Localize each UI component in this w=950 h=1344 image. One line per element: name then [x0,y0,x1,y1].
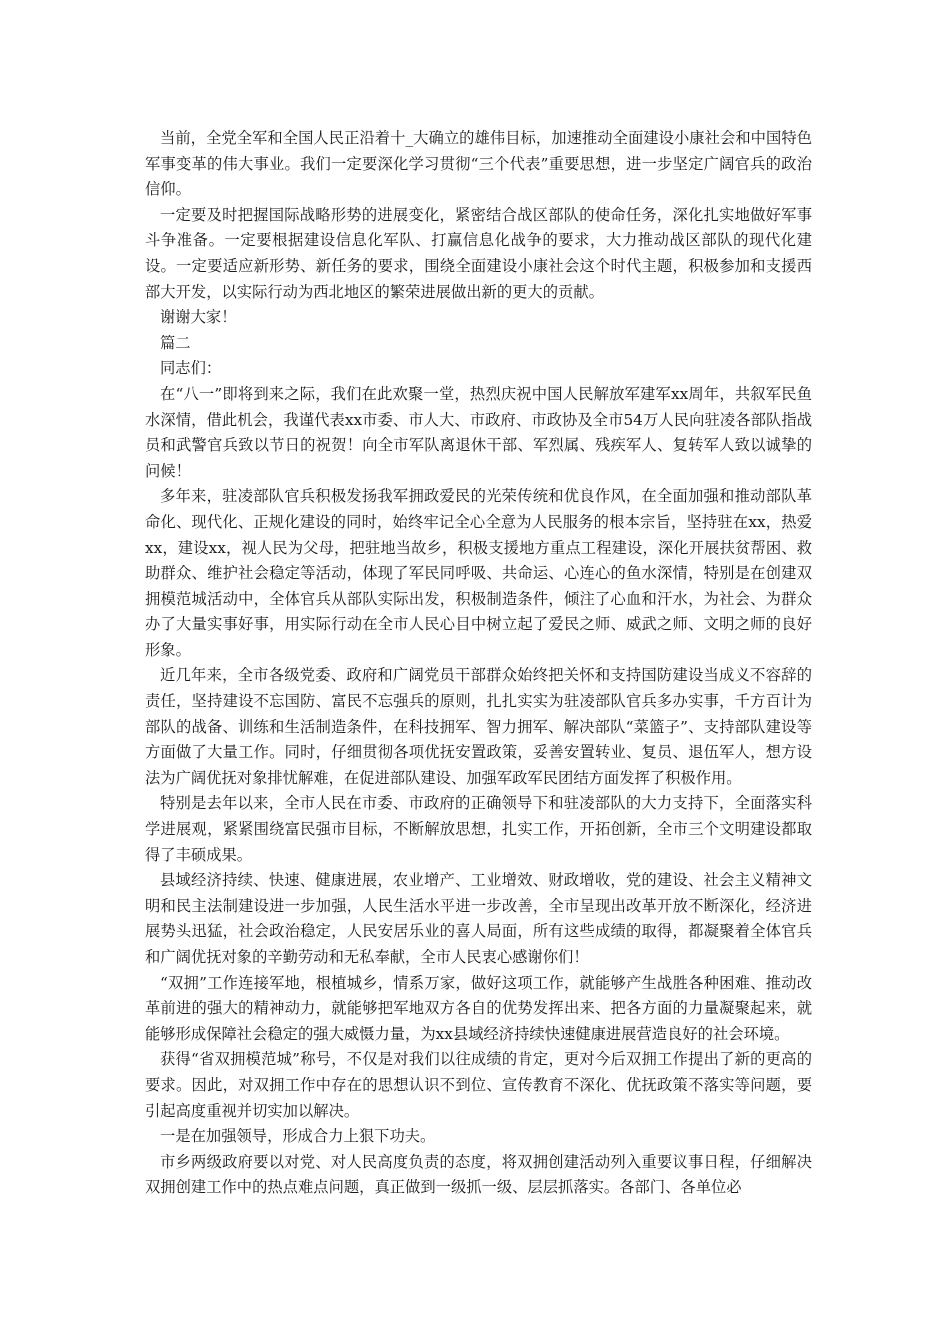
paragraph: 在“八一”即将到来之际，我们在此欢聚一堂，热烈庆祝中国人民解放军建军xx周年，共叙军民鱼水深情，借此机会，我谨代表xx市委、市人大、市政府、市政协及全市54万人民向驻凌各部队指战员和武警官兵致以节日的祝贺！向全市军队离退休干部、军烈属、残疾军人、复转军人致以诚挚的问候！ [145,384,812,480]
paragraph: 多年来，驻凌部队官兵积极发扬我军拥政爱民的光荣传统和优良作风，在全面加强和推动部队革命化、现代化、正规化建设的同时，始终牢记全心全意为人民服务的根本宗旨，坚持驻在xx，热爱xx，建设xx，视人民为父母，把驻地当故乡，积极支援地方重点工程建设，深化开展扶贫帮困、救助群众、维护社会稳定等活动，体现了军民同呼吸、共命运、心连心的鱼水深情，特别是在创建双拥模范城活动中，全体官兵从部队实际出发，积极制造条件，倾注了心血和汗水，为社会、为群众办了大量实事好事，用实际行动在全市人民心目中树立起了爱民之师、威武之师、文明之师的良好形象。 [145,487,812,659]
paragraph: 特别是去年以来，全市人民在市委、市政府的正确领导下和驻凌部队的大力支持下，全面落实科学进展观，紧紧围绕富民强市目标，不断解放思想，扎实工作，开拓创新，全市三个文明建设都取得了丰硕成果。 [145,794,812,864]
document-page [145,126,812,1201]
salutation: 同志们： [160,359,222,378]
paragraph: 获得“省双拥模范城”称号，不仅是对我们以往成绩的肯定，更对今后双拥工作提出了新的更高的要求。因此，对双拥工作中存在的思想认识不到位、宣传教育不深化、优抚政策不落实等问题，要引起高度重视并切实加以解决。 [145,1050,812,1120]
section-heading: 篇二 [160,333,191,352]
paragraph: “双拥”工作连接军地，根植城乡，情系万家，做好这项工作，就能够产生战胜各种困难、推动改革前进的强大的精神动力，就能够把军地双方各自的优势发挥出来、把各方面的力量凝聚起来，就能够形成保障社会稳定的强大威慑力量，为xx县域经济持续快速健康进展营造良好的社会环境。 [145,973,812,1043]
paragraph: 谢谢大家！ [160,308,237,327]
paragraph: 一是在加强领导，形成合力上狠下功夫。 [160,1127,436,1146]
paragraph: 当前，全党全军和全国人民正沿着十_大确立的雄伟目标，加速推动全面建设小康社会和中国特色军事变革的伟大事业。我们一定要深化学习贯彻“三个代表”重要思想，进一步坚定广阔官兵的政治信仰。 [145,129,812,199]
paragraph: 市乡两级政府要以对党、对人民高度负责的态度，将双拥创建活动列入重要议事日程，仔细解决双拥创建工作中的热点难点问题，真正做到一级抓一级、层层抓落实。各部门、各单位必 [145,1152,812,1197]
paragraph: 县域经济持续、快速、健康进展，农业增产、工业增效、财政增收，党的建设、社会主义精神文明和民主法制建设进一步加强，人民生活水平进一步改善，全市呈现出改革开放不断深化，经济进展势头迅猛，社会政治稳定，人民安居乐业的喜人局面，所有这些成绩的取得，都凝聚着全体官兵和广阔优抚对象的辛勤劳动和无私奉献，全市人民衷心感谢你们！ [145,871,812,966]
paragraph: 一定要及时把握国际战略形势的进展变化，紧密结合战区部队的使命任务，深化扎实地做好军事斗争准备。一定要根据建设信息化军队、打赢信息化战争的要求，大力推动战区部队的现代化建设。一定要适应新形势、新任务的要求，围绕全面建设小康社会这个时代主题，积极参加和支援西部大开发，以实际行动为西北地区的繁荣进展做出新的更大的贡献。 [145,205,812,301]
paragraph: 近几年来，全市各级党委、政府和广阔党员干部群众始终把关怀和支持国防建设当成义不容辞的责任，坚持建设不忘国防、富民不忘强兵的原则，扎扎实实为驻凌部队官兵多办实事，千方百计为部队的战备、训练和生活制造条件，在科技拥军、智力拥军、解决部队“菜篮子”、支持部队建设等方面做了大量工作。同时，仔细贯彻各项优抚安置政策，妥善安置转业、复员、退伍军人，想方设法为广阔优抚对象排忧解难，在促进部队建设、加强军政军民团结方面发挥了积极作用。 [145,666,812,787]
